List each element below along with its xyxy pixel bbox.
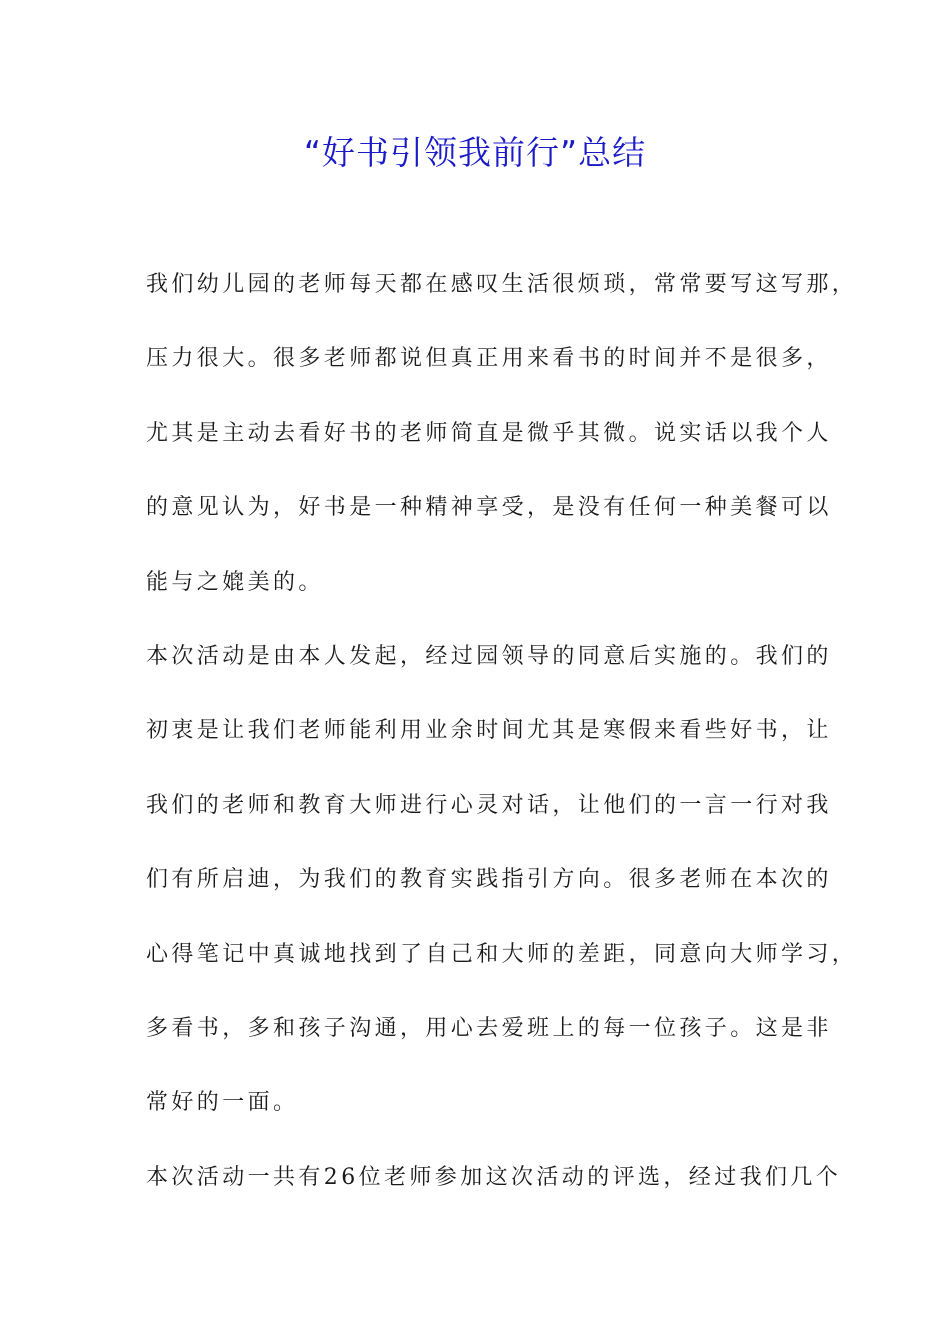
text-line: 本次活动一共有26位老师参加这次活动的评选，经过我们几个 [146,1164,842,1190]
text-line: 常好的一面。 [146,1090,299,1116]
text-line: 我们的老师和教育大师进行心灵对话，让他们的一言一行对我 [146,792,832,818]
text-line: 我们幼儿园的老师每天都在感叹生活很烦琐，常常要写这写那， [146,272,858,297]
text-line: 多看书，多和孩子沟通，用心去爱班上的每一位孩子。这是非 [146,1015,832,1041]
text-line: 能与之媲美的。 [146,569,324,595]
text-line: 心得笔记中真诚地找到了自己和大师的差距，同意向大师学习， [146,941,858,967]
text-line: 的意见认为，好书是一种精神享受，是没有任何一种美餐可以 [146,495,832,521]
text-line: 压力很大。很多老师都说但真正用来看书的时间并不是很多， [146,346,832,372]
text-line: 本次活动是由本人发起，经过园领导的同意后实施的。我们的 [146,643,832,669]
document-title: “好书引领我前行”总结 [303,133,647,172]
document-body [146,248,858,1215]
text-line: 尤其是主动去看好书的老师简直是微乎其微。说实话以我个人 [146,420,832,446]
text-line: 初衷是让我们老师能利用业余时间尤其是寒假来看些好书，让 [146,718,832,744]
text-line: 们有所启迪，为我们的教育实践指引方向。很多老师在本次的 [146,867,832,893]
